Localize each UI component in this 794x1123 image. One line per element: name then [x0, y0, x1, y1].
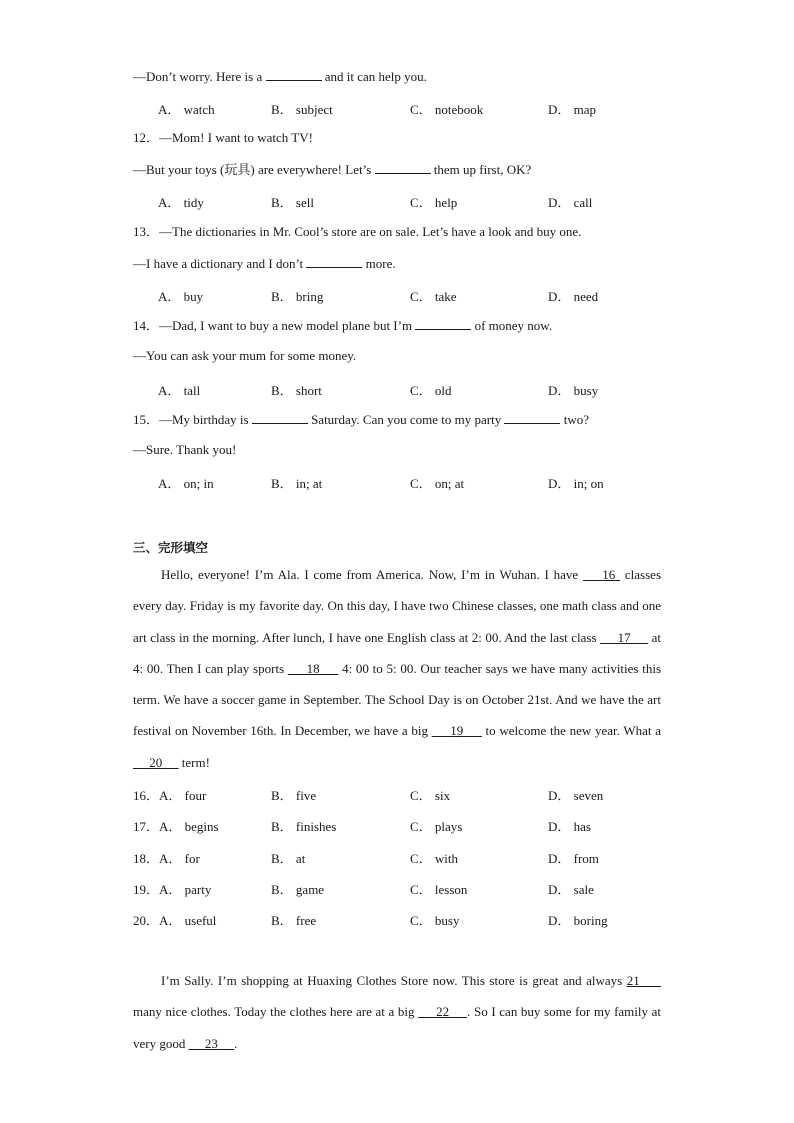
q18-option-c[interactable]: C． with [410, 851, 459, 866]
blank-17-number: 17 [617, 629, 631, 645]
blank-21-number: 21 [626, 973, 640, 988]
section-heading: 三、完形填空 [133, 540, 209, 555]
q15-option-d[interactable]: D． in; on [548, 476, 604, 491]
q19-option-a[interactable]: 19．A． party [133, 882, 212, 897]
q11-text-a: —Don’t worry. Here is a [133, 69, 266, 84]
q20-option-d[interactable]: D． boring [548, 913, 608, 928]
blank-22[interactable] [418, 1004, 467, 1019]
passage1-text-6: term! [178, 754, 210, 770]
q15-blank-1[interactable] [252, 411, 308, 424]
q17-option-d[interactable]: D． has [548, 819, 591, 834]
q12-option-b[interactable]: B． sell [271, 195, 314, 210]
q17-option-a[interactable]: 17．A． begins [133, 819, 219, 834]
q15-reply: —Sure. Thank you! [133, 442, 237, 457]
q12-prompt [133, 161, 531, 178]
blank-23-number: 23 [204, 1035, 218, 1051]
passage2-text-1: I’m Sally. I’m shopping at Huaxing Clothes Store now. This store is great and always [161, 973, 627, 988]
q12-option-a[interactable]: A． tidy [158, 195, 204, 210]
passage2-text-4: . [234, 1035, 238, 1051]
q14-option-d[interactable]: D． busy [548, 383, 599, 398]
q15-option-b[interactable]: B． in; at [271, 476, 323, 491]
q20-option-b[interactable]: B． free [271, 913, 317, 928]
blank-23[interactable] [189, 1035, 238, 1051]
blank-20[interactable] [133, 755, 179, 770]
q14-option-b[interactable]: B． short [271, 383, 322, 398]
q13-question: 13．—The dictionaries in Mr. Cool’s store are on sale. Let’s have a look and buy one. [133, 224, 582, 239]
q15-text-a: 15．—My birthday is [133, 412, 252, 427]
q20-option-a[interactable]: 20．A． useful [133, 913, 217, 928]
q12-question: 12．—Mom! I want to watch TV! [133, 130, 313, 145]
q19-option-c[interactable]: C． lesson [410, 882, 468, 897]
passage1-text-5: to welcome the new year. What a [481, 723, 662, 739]
q13-blank[interactable] [306, 255, 362, 268]
blank-19-number: 19 [450, 723, 464, 739]
q16-option-b[interactable]: B． five [271, 788, 317, 803]
blank-20-number: 20 [149, 754, 163, 770]
q14-text-a: 14．—Dad, I want to buy a new model plane but I’m [133, 318, 416, 333]
blank-19[interactable] [432, 723, 482, 738]
q18-option-d[interactable]: D． from [548, 851, 599, 866]
q11-option-d[interactable]: D． map [548, 102, 597, 117]
passage2-text-2: many nice clothes. Today the clothes here are at a big [133, 1004, 419, 1020]
q15-option-c[interactable]: C． on; at [410, 476, 465, 491]
q11-option-b[interactable]: B． subject [271, 102, 333, 117]
q14-text-b: of money now. [471, 318, 553, 333]
q14-option-a[interactable]: A． tall [158, 383, 201, 398]
q14-question [133, 317, 552, 334]
q15-text-b: Saturday. Can you come to my party [307, 412, 505, 427]
q18-option-b[interactable]: B． at [271, 851, 306, 866]
passage2-text-3: . So I can buy some for my family at very good [133, 1004, 661, 1051]
q11-text-b: and it can help you. [321, 69, 427, 84]
q12-blank[interactable] [375, 161, 431, 174]
blank-22-number: 22 [436, 1004, 450, 1020]
q14-reply: —You can ask your mum for some money. [133, 348, 357, 363]
q18-option-a[interactable]: 18．A． for [133, 851, 200, 866]
q17-option-b[interactable]: B． finishes [271, 819, 337, 834]
blank-16-number: 16 [602, 567, 616, 582]
q12-text-b: them up first, OK? [430, 162, 532, 177]
passage1-text-2: classes every day. Friday is my favorite day. On this day, I have two Chinese classes, one math class and one art class in the morning. After lunch, I have one English class at 2: 00. And the last class [133, 567, 662, 645]
passage1-text-4: 4: 00 to 5: 00. Our teacher says we have many activities this term. We have a soccer game in September. The School Day is on October 21st. And we have the art festival on November 16th. In December, we have a big [133, 660, 662, 739]
q11-blank[interactable] [266, 68, 322, 81]
q11-prompt [133, 68, 427, 85]
blank-18-number: 18 [306, 660, 320, 676]
q11-option-a[interactable]: A． watch [158, 102, 215, 117]
q16-option-c[interactable]: C． six [410, 788, 451, 803]
q13-option-d[interactable]: D． need [548, 289, 599, 304]
q13-option-c[interactable]: C． take [410, 289, 457, 304]
q12-option-c[interactable]: C． help [410, 195, 458, 210]
q13-option-b[interactable]: B． bring [271, 289, 324, 304]
q15-blank-2[interactable] [504, 411, 560, 424]
q15-option-a[interactable]: A． on; in [158, 476, 214, 491]
q12-option-d[interactable]: D． call [548, 195, 593, 210]
q13-option-a[interactable]: A． buy [158, 289, 204, 304]
q12-text-a: —But your toys (玩具) are everywhere! Let’s [133, 162, 375, 177]
passage1-text-1: Hello, everyone! I’m Ala. I come from America. Now, I’m in Wuhan. I have [161, 567, 584, 582]
q19-option-b[interactable]: B． game [271, 882, 325, 897]
cloze-passage-2 [133, 965, 661, 1059]
q13-prompt [133, 255, 396, 272]
q14-option-c[interactable]: C． old [410, 383, 452, 398]
q17-option-c[interactable]: C． plays [410, 819, 463, 834]
passage1-text-3: at 4: 00. Then I can play sports [133, 629, 662, 676]
q16-option-d[interactable]: D． seven [548, 788, 604, 803]
blank-21[interactable] [627, 973, 661, 988]
q20-option-c[interactable]: C． busy [410, 913, 460, 928]
blank-18[interactable] [288, 661, 338, 676]
q15-question [133, 411, 589, 428]
blank-17[interactable] [600, 630, 648, 645]
q13-text-b: more. [362, 256, 396, 271]
q19-option-d[interactable]: D． sale [548, 882, 594, 897]
q13-text-a: —I have a dictionary and I don’t [133, 256, 307, 271]
q16-option-a[interactable]: 16．A． four [133, 788, 207, 803]
q14-blank[interactable] [415, 317, 471, 330]
q15-text-c: two? [560, 412, 589, 427]
blank-16[interactable] [583, 567, 620, 582]
cloze-passage-1 [133, 559, 661, 778]
q11-option-c[interactable]: C． notebook [410, 102, 484, 117]
